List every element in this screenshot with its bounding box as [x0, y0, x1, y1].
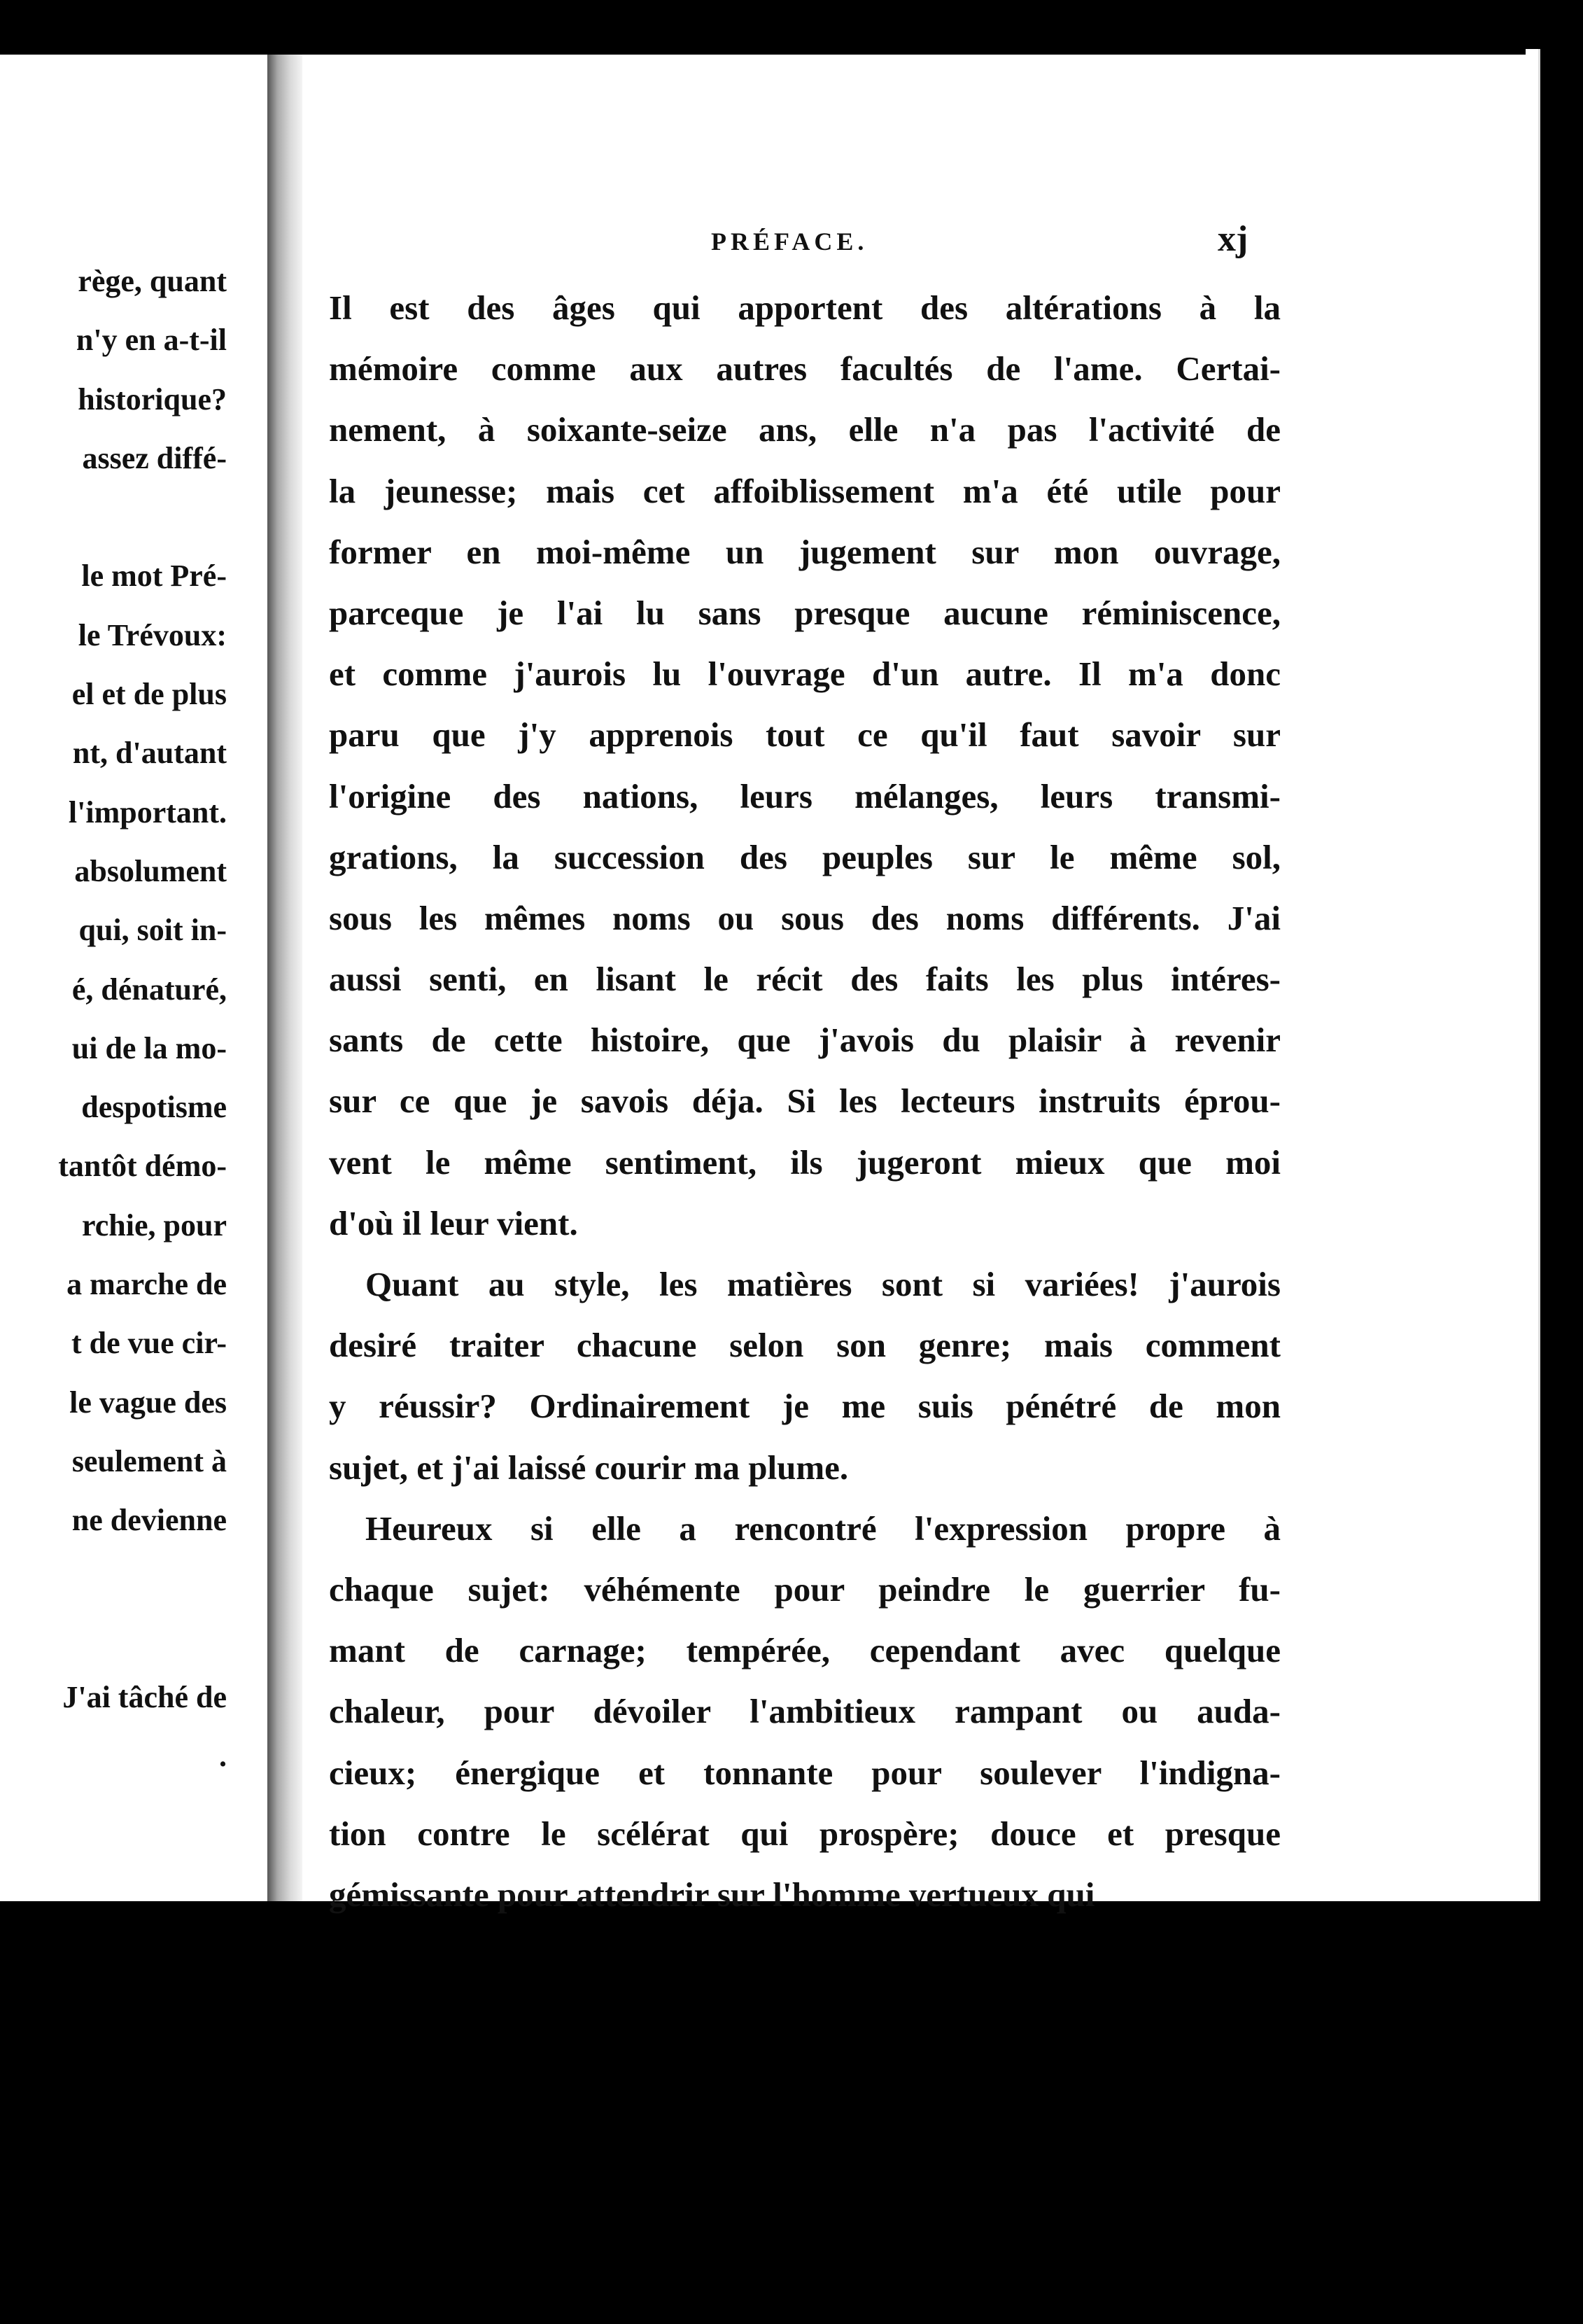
- running-head: PRÉFACE.: [711, 227, 868, 255]
- paragraph: [329, 1498, 1281, 1925]
- text-line: grations, la succession des peuples sur le même sol,: [329, 837, 1281, 876]
- left-page-line: despotisme: [81, 1090, 227, 1125]
- left-page-line: rège, quant: [78, 264, 227, 298]
- left-page-line: le mot Pré-: [81, 559, 227, 594]
- text-line: aussi senti, en lisant le récit des faits les plus intéres-: [329, 960, 1281, 999]
- text-line: d'où il leur vient.: [329, 1203, 578, 1242]
- left-page-line: é, dénaturé,: [71, 972, 227, 1007]
- text-line: paru que j'y apprenois tout ce qu'il faut savoir sur: [329, 715, 1281, 755]
- text-line: sujet, et j'ai laissé courir ma plume.: [329, 1448, 849, 1487]
- page-number: xj: [1218, 219, 1248, 259]
- text-line: Heureux si elle a rencontré l'expression propre à: [365, 1508, 1281, 1548]
- text-line: nement, à soixante-seize ans, elle n'a pas l'activité de: [329, 410, 1281, 449]
- left-facing-page: [0, 55, 267, 1901]
- left-page-line: J'ai tâché de: [62, 1680, 227, 1715]
- left-page-line: qui, soit in-: [78, 913, 227, 948]
- left-page-line: l'important.: [68, 794, 227, 830]
- paragraph: [329, 277, 1281, 1254]
- left-page-line: el et de plus: [71, 677, 227, 712]
- left-page-line: absolument: [74, 853, 227, 888]
- left-page-line: nt, d'autant: [72, 736, 227, 771]
- text-line: Quant au style, les matières sont si variées! j'aurois: [365, 1265, 1281, 1303]
- text-line: sants de cette histoire, que j'avois du plaisir à revenir: [329, 1021, 1281, 1060]
- text-line: sous les mêmes noms ou sous des noms différents. J'ai: [329, 898, 1281, 937]
- text-line: desiré traiter chacune selon son genre; mais comment: [329, 1326, 1281, 1365]
- book-gutter: [267, 55, 302, 1901]
- text-line: Il est des âges qui apportent des altérations à la: [329, 288, 1281, 327]
- text-line: parceque je l'ai lu sans presque aucune réminiscence,: [329, 593, 1281, 632]
- text-line: cieux; énergique et tonnante pour soulever l'indigna-: [329, 1753, 1281, 1792]
- left-page-line: le Trévoux:: [78, 617, 227, 652]
- text-line: et comme j'aurois lu l'ouvrage d'un autre. Il m'a donc: [329, 654, 1281, 694]
- text-line: y réussir? Ordinairement je me suis pénétré de mon: [329, 1387, 1281, 1426]
- left-page-line: ui de la mo-: [71, 1030, 227, 1065]
- text-line: former en moi-même un jugement sur mon ouvrage,: [329, 532, 1281, 571]
- left-page-line: [58, 488, 227, 547]
- text-line: mémoire comme aux autres facultés de l'ame. Certai-: [329, 349, 1281, 388]
- text-line: tion contre le scélérat qui prospère; douce et presque: [329, 1814, 1281, 1853]
- text-line: l'origine des nations, leurs mélanges, leurs transmi-: [329, 776, 1281, 816]
- text-line: la jeunesse; mais cet affoiblissement m'a été utile pour: [329, 471, 1281, 510]
- left-page-line: rchie, pour: [82, 1208, 227, 1242]
- left-page-line: t de vue cir-: [71, 1326, 227, 1361]
- left-page-line: .: [219, 1739, 227, 1774]
- body-text: [329, 277, 1281, 1925]
- left-page-text: [58, 252, 227, 1786]
- left-page-line: seulement à: [71, 1443, 227, 1478]
- text-line: mant de carnage; tempérée, cependant avec quelque: [329, 1631, 1281, 1670]
- left-page-line: n'y en a-t-il: [76, 323, 227, 358]
- text-line: chaque sujet: véhémente pour peindre le guerrier fu-: [329, 1569, 1281, 1609]
- left-page-line: ne devienne: [71, 1503, 227, 1538]
- left-page-line: assez diffé-: [82, 440, 227, 475]
- left-page-line: tantôt démo-: [58, 1149, 227, 1184]
- left-page-line: [58, 1609, 227, 1668]
- text-line: sur ce que je savois déja. Si les lecteurs instruits éprou-: [329, 1082, 1281, 1121]
- left-page-line: historique?: [78, 382, 227, 416]
- paragraph: [329, 1254, 1281, 1498]
- text-line: vent le même sentiment, ils jugeront mieux que moi: [329, 1142, 1281, 1182]
- text-line: gémissante pour attendrir sur l'homme vertueux qui: [329, 1875, 1095, 1914]
- left-page-line: le vague des: [69, 1385, 227, 1420]
- left-page-line: [58, 1550, 227, 1609]
- left-page-line: a marche de: [66, 1267, 227, 1302]
- text-line: chaleur, pour dévoiler l'ambitieux rampant ou auda-: [329, 1692, 1281, 1731]
- page-edge: [1526, 49, 1540, 1901]
